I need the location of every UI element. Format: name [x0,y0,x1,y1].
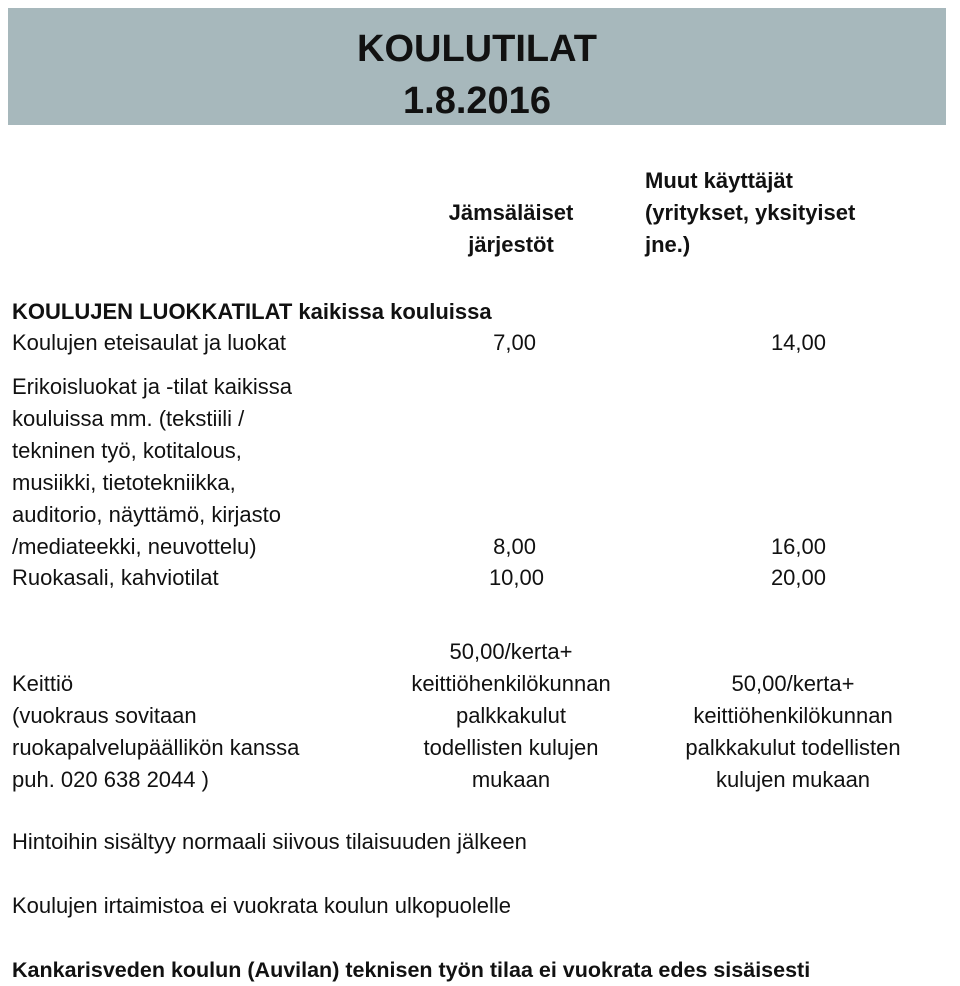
row-label-ruokasali: Ruokasali, kahviotilat [12,565,219,590]
note-cleaning: Hintoihin sisältyy normaali siivous tilaisuuden jälkeen [12,829,527,854]
note-kankarisvesi: Kankarisveden koulun (Auvilan) teknisen työn tilaa ei vuokrata edes sisäisesti [12,958,811,982]
section-heading: KOULUJEN LUOKKATILAT kaikissa kouluissa [12,299,492,324]
kitchen-label: Keittiö (vuokraus sovitaan ruokapalvelupäällikön kanssa puh. 020 638 2044 ) [12,671,300,792]
page-date: 1.8.2016 [403,80,551,122]
column-header-other: Muut käyttäjät (yritykset, yksityiset jne.) [645,168,856,257]
page-title: KOULUTILAT [357,28,597,70]
row-local-price: 10,00 [488,565,544,590]
column-header-local: Jämsäläiset järjestöt [448,200,574,257]
note-equipment: Koulujen irtaimistoa ei vuokrata koulun ulkopuolelle [12,893,511,918]
row-other-price: 20,00 [770,565,826,590]
row-local-price: 7,00 [493,330,536,355]
kitchen-other-price: 50,00/kerta+ keittiöhenkilökunnan palkkakulut todellisten kulujen mukaan [685,671,901,792]
row-label-erikoisluokat: Erikoisluokat ja -tilat kaikissa kouluissa mm. (tekstiili / tekninen työ, kotitalous, musiikki, tietotekniikka, auditorio, näyttämö, kirjasto /mediateekki, neuvottelu) [12,374,292,559]
row-other-price: 16,00 [770,534,826,559]
row-other-price: 14,00 [770,330,826,355]
kitchen-local-price: 50,00/kerta+ keittiöhenkilökunnan palkkakulut todellisten kulujen mukaan [411,639,611,792]
row-label-eteisaulat: Koulujen eteisaulat ja luokat [12,330,286,355]
row-local-price: 8,00 [493,534,536,559]
